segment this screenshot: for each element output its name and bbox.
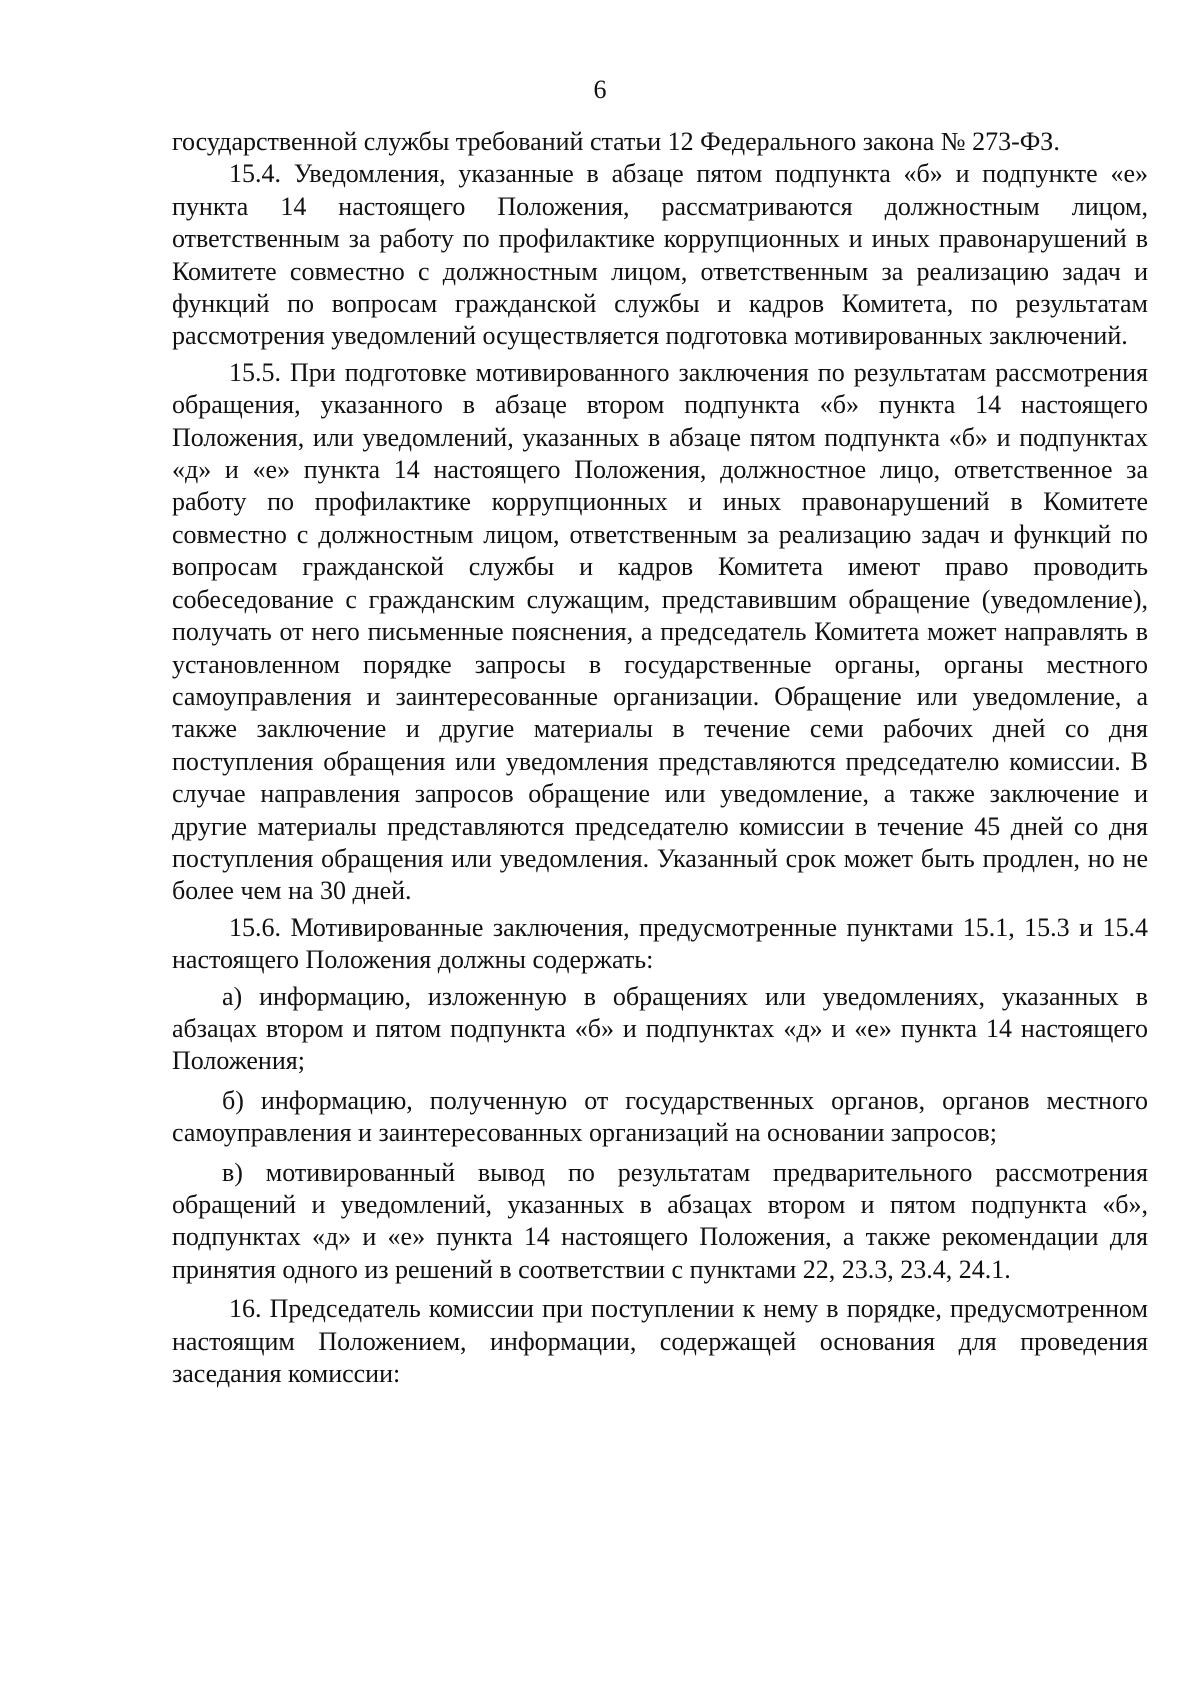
- paragraph-16: 16. Председатель комиссии при поступлении к нему в порядке, предусмотренном настоящим Положением, информации, содержащей основания для проведения заседания комиссии:: [172, 1294, 1148, 1389]
- paragraph-15-5: 15.5. При подготовке мотивированного заключения по результатам рассмотрения обращения, указанного в абзаце втором подпункта «б» пункта 14 настоящего Положения, или уведомлений, указанных в абзаце пятом подпункта «б» и подпунктах «д» и «е» пункта 14 настоящего Положения, должностное лицо, ответственное за работу по профилактике коррупционных и иных правонарушений в Комитете совместно с должностным лицом, ответственным за реализацию задач и функций по вопросам гражданской службы и кадров Комитета имеют право проводить собеседование с гражданским служащим, представившим обращение (уведомление), получать от него письменные пояснения, а председатель Комитета может направлять в установленном порядке запросы в государственные органы, органы местного самоуправления и заинтересованные организации. Обращение или уведомление, а также заключение и другие материалы в течение семи рабочих дней со дня поступления обращения или уведомления представляются председателю комиссии. В случае направления запросов обращение или уведомление, а также заключение и другие материалы представляются председателю комиссии в течение 45 дней со дня поступления обращения или уведомления. Указанный срок может быть продлен, но не более чем на 30 дней.: [172, 357, 1148, 906]
- page-number: 6: [593, 75, 607, 104]
- paragraph-15-6: 15.6. Мотивированные заключения, предусмотренные пунктами 15.1, 15.3 и 15.4 настоящего Положения должны содержать:: [172, 912, 1148, 975]
- list-item-v: в) мотивированный вывод по результатам предварительного рассмотрения обращений и уведомлений, указанных в абзацах втором и пятом подпункта «б», подпунктах «д» и «е» пункта 14 настоящего Положения, а также рекомендации для принятия одного из решений в соответствии с пунктами 22, 23.3, 23.4, 24.1.: [172, 1157, 1148, 1284]
- list-item-b: б) информацию, полученную от государственных органов, органов местного самоуправления и заинтересованных организаций на основании запросов;: [172, 1085, 1148, 1148]
- paragraph-15-4: 15.4. Уведомления, указанные в абзаце пятом подпункта «б» и подпункте «е» пункта 14 настоящего Положения, рассматриваются должностным лицом, ответственным за работу по профилактике коррупционных и иных правонарушений в Комитете совместно с должностным лицом, ответственным за реализацию задач и функций по вопросам гражданской службы и кадров Комитета, по результатам рассмотрения уведомлений осуществляется подготовка мотивированных заключений.: [172, 159, 1148, 351]
- list-item-a: а) информацию, изложенную в обращениях или уведомлениях, указанных в абзацах втором и пятом подпункта «б» и подпунктах «д» и «е» пункта 14 настоящего Положения;: [172, 981, 1148, 1076]
- paragraph-continuation: государственной службы требований статьи 12 Федерального закона № 273-ФЗ.: [172, 127, 1060, 156]
- document-body: [172, 126, 1148, 1390]
